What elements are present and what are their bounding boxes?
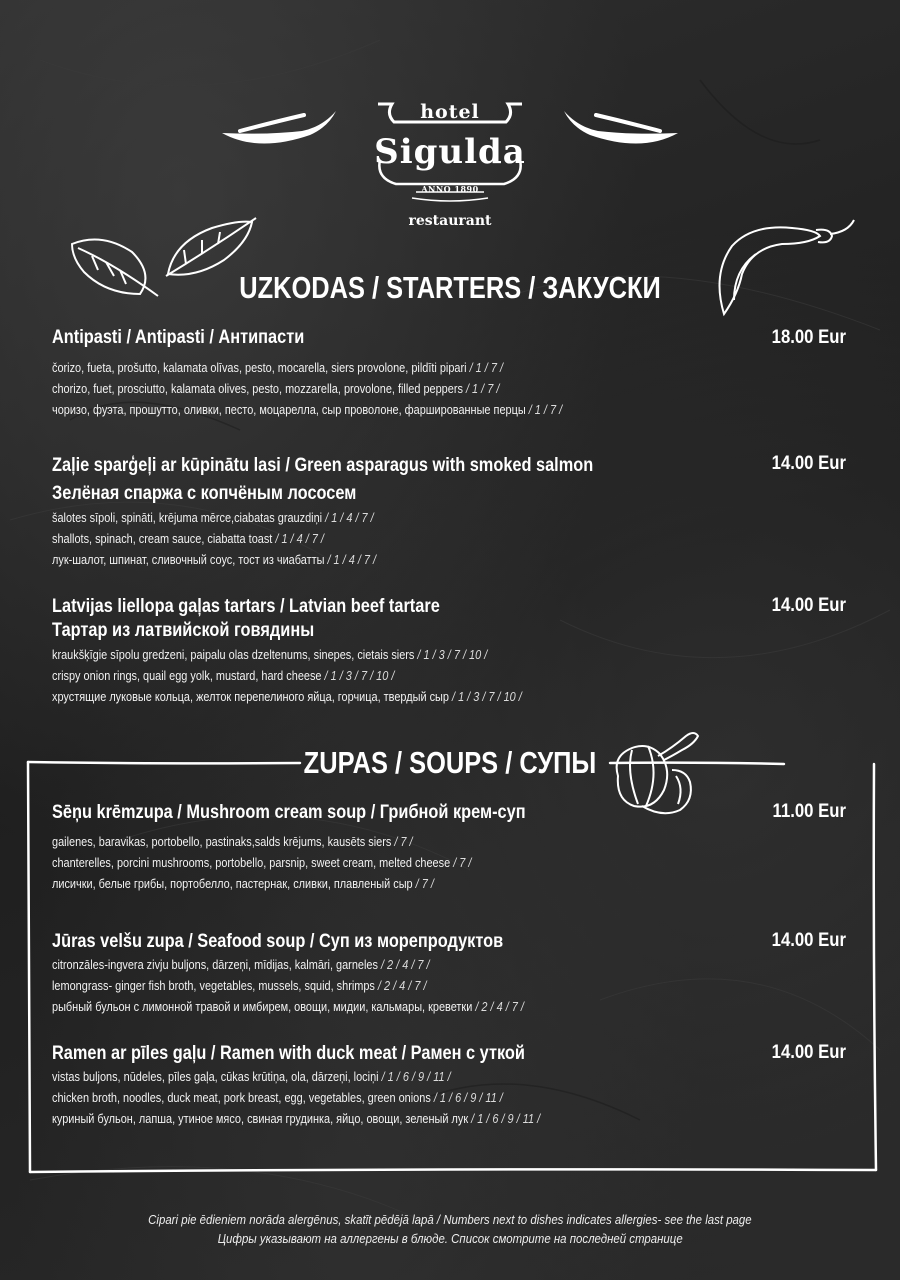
logo-hotel-text: hotel [420, 101, 480, 123]
allergen-note-ru: Цифры указывают на аллергены в блюде. Список смотрите на последней странице [217, 1231, 683, 1246]
logo-anno: ANNO 1890 [421, 184, 479, 194]
allergen-note-lv-en: Cipari pie ēdieniem norāda alergēnus, skatīt pēdējā lapā / Numbers next to dishes indicates allergies- see the last page [148, 1212, 752, 1227]
soup-1-desc-ru: лисички, белые грибы, портобелло, пастернак, сливки, плавленый сыр / 7 / [52, 876, 434, 891]
soup-1-desc-en: chanterelles, porcini mushrooms, portobello, parsnip, sweet cream, melted cheese / 7 / [52, 855, 472, 870]
starter-2-desc-lv: šalotes sīpoli, spināti, krējuma mērce,ciabatas grauzdiņi / 1 / 4 / 7 / [52, 510, 374, 525]
soup-2-desc-en: lemongrass- ginger fish broth, vegetables, mussels, squid, shrimps / 2 / 4 / 7 / [52, 978, 427, 993]
soup-1-price: 11.00 Eur [772, 801, 846, 822]
starter-1-title: Antipasti / Antipasti / Антипасти [52, 327, 305, 348]
soup-2-price: 14.00 Eur [771, 930, 846, 951]
logo-hotel-name: Sigulda [374, 132, 526, 172]
starter-3-desc-en: crispy onion rings, quail egg yolk, mustard, hard cheese / 1 / 3 / 7 / 10 / [52, 668, 395, 683]
soup-2-desc-lv: citronzāles-ingvera zivju buljons, dārzeņi, mīdijas, kalmāri, garneles / 2 / 4 / 7 / [52, 957, 430, 972]
starter-3-price: 14.00 Eur [771, 595, 846, 616]
starter-3-title-ru: Тартар из латвийской говядины [52, 620, 315, 641]
soup-2-title: Jūras velšu zupa / Seafood soup / Суп из морепродуктов [52, 931, 504, 952]
starters-section-title: UZKODAS / STARTERS / ЗАКУСКИ [239, 270, 661, 305]
soup-3-desc-lv: vistas buljons, nūdeles, pīles gaļa, cūkas krūtiņa, ola, dārzeņi, lociņi / 1 / 6 / 9 / 11 / [52, 1069, 451, 1084]
soup-1-title: Sēņu krēmzupa / Mushroom cream soup / Грибной крем-суп [52, 802, 526, 823]
soup-1-desc-lv: gailenes, baravikas, portobello, pastinaks,salds krējums, kausēts siers / 7 / [52, 834, 413, 849]
chili-pepper-icon [712, 214, 862, 324]
logo-restaurant: restaurant [408, 213, 492, 229]
soup-3-price: 14.00 Eur [771, 1042, 846, 1063]
starter-2-title: Zaļie sparģeļi ar kūpinātu lasi / Green asparagus with smoked salmon [52, 455, 594, 476]
soup-3-title: Ramen ar pīles gaļu / Ramen with duck meat / Рамен с уткой [52, 1043, 525, 1064]
soup-2-desc-ru: рыбный бульон с лимонной травой и имбирем, овощи, мидии, кальмары, креветки / 2 / 4 / 7 / [52, 999, 524, 1014]
starter-3-title: Latvijas liellopa gaļas tartars / Latvian beef tartare [52, 596, 440, 617]
soup-3-desc-ru: куриный бульон, лапша, утиное мясо, свиная грудинка, яйцо, овощи, зеленый лук / 1 / 6 / 9 / 11 / [52, 1111, 541, 1126]
starter-3-desc-ru: хрустящие луковые кольца, желток перепелиного яйца, горчица, твердый сыр / 1 / 3 / 7 / 10 / [52, 689, 522, 704]
starter-1-price: 18.00 Eur [771, 327, 846, 348]
starter-3-desc-lv: kraukšķīgie sīpolu gredzeni, paipalu olas dzeltenums, sinepes, cietais siers / 1 / 3 / 7 / 10 / [52, 647, 488, 662]
starter-2-title-ru: Зелёная спаржа с копчёным лососем [52, 483, 357, 504]
starter-1-desc-lv: čorizo, fueta, prošutto, kalamata olīvas, pesto, mocarella, siers provolone, pildīti pipari / 1 / 7 / [52, 360, 503, 375]
soups-section-title: ZUPAS / SOUPS / СУПЫ [303, 745, 597, 780]
starter-1-desc-ru: чоризо, фуэта, прошутто, оливки, песто, моцарелла, сыр проволоне, фаршированные перцы / 1 / 7 / [52, 402, 563, 417]
soup-3-desc-en: chicken broth, noodles, duck meat, pork breast, egg, vegetables, green onions / 1 / 6 / 9 / 11 / [52, 1090, 503, 1105]
starter-2-price: 14.00 Eur [771, 453, 846, 474]
starter-2-desc-ru: лук-шалот, шпинат, сливочный соус, тост из чиабатты / 1 / 4 / 7 / [52, 552, 377, 567]
starter-1-desc-en: chorizo, fuet, prosciutto, kalamata olives, pesto, mozzarella, provolone, filled peppers / 1 / 7 / [52, 381, 500, 396]
starter-2-desc-en: shallots, spinach, cream sauce, ciabatta toast / 1 / 4 / 7 / [52, 531, 324, 546]
